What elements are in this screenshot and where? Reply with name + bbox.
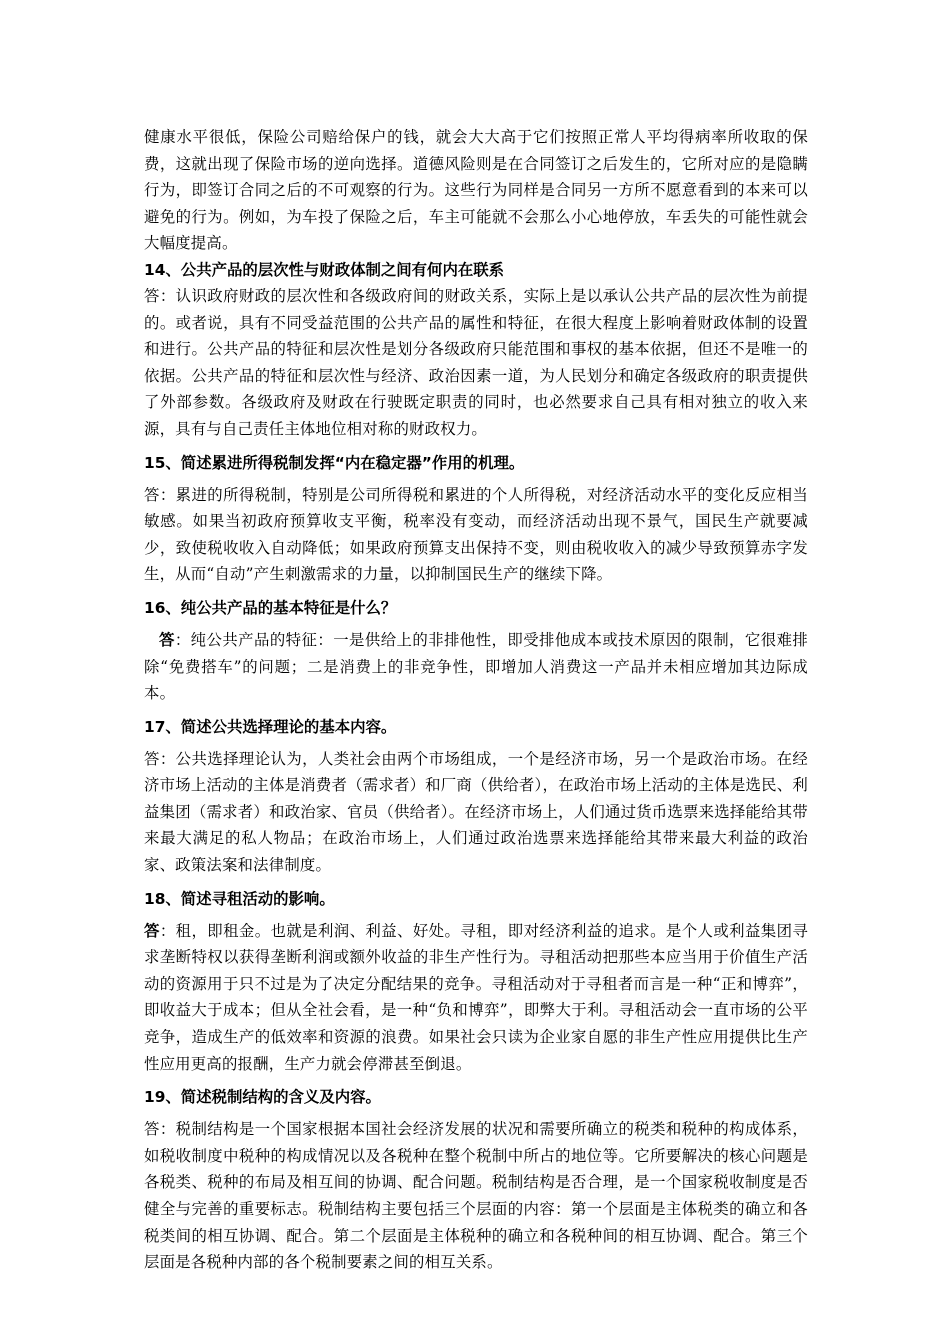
answer-17-prefix: 答 — [144, 749, 160, 768]
answer-15-prefix: 答 — [144, 485, 160, 504]
question-14: 14、公共产品的层次性与财政体制之间有何内在联系 — [144, 260, 505, 279]
answer-15-text: ：累进的所得税制，特别是公司所得税和累进的个人所得税，对经济活动水平的变化反应相当敏感。如果当初政府预算收支平衡，税率没有变动，而经济活动出现不景气，国民生产就要减少，致使税收收入自动降低；如果政府预算支出保持不变，则由税收收入的减少导致预算赤字发生，从而“自动”产生刺激需求的力量，以抑制国民生产的继续下降。 — [144, 485, 809, 584]
answer-14 — [144, 283, 808, 443]
question-16: 16、纯公共产品的基本特征是什么？ — [144, 598, 397, 617]
answer-14-text: ：认识政府财政的层次性和各级政府间的财政关系，实际上是以承认公共产品的层次性为前提的。或者说，具有不同受益范围的公共产品的属性和特征，在很大程度上影响着财政体制的设置和进行。公共产品的特征和层次性是划分各级政府只能范围和事权的基本依据，但还不是唯一的依据。公共产品的特征和层次性与经济、政治因素一道，为人民划分和确定各级政府的职责提供了外部参数。各级政府及财政在行驶既定职责的同时，也必然要求自己具有相对独立的收入来源，具有与自己责任主体地位相对称的财政权力。 — [144, 286, 809, 438]
answer-17 — [144, 746, 808, 879]
intro-paragraph: 健康水平很低，保险公司赔给保户的钱，就会大大高于它们按照正常人平均得病率所收取的保费，这就出现了保险市场的逆向选择。道德风险则是在合同签订之后发生的，它所对应的是隐瞒行为，即签订合同之后的不可观察的行为。这些行为同样是合同另一方所不愿意看到的本来可以避免的行为。例如，为车投了保险之后，车主可能就不会那么小心地停放，车丢失的可能性就会大幅度提高。 — [144, 128, 808, 253]
answer-18 — [144, 918, 808, 1078]
answer-19-prefix: 答 — [144, 1120, 160, 1139]
answer-14-prefix: 答 — [144, 286, 160, 305]
answer-15 — [144, 482, 808, 588]
answer-19 — [144, 1116, 808, 1276]
answer-16-text: ：纯公共产品的特征：一是供给上的非排他性，即受排他成本或技术原因的限制，它很难排除“免费搭车”的问题；二是消费上的非竞争性，即增加人消费这一产品并未相应增加其边际成本。 — [144, 630, 808, 703]
question-19: 19、简述税制结构的含义及内容。 — [144, 1088, 381, 1107]
answer-18-text: ：租，即租金。也就是利润、利益、好处。寻租，即对经济利益的追求。是个人或利益集团寻求垄断特权以获得垄断利润或额外收益的非生产性行为。寻租活动把那些本应当用于价值生产活动的资源用于只不过是为了决定分配结果的竞争。寻租活动对于寻租者而言是一种“正和博弈”，即收益大于成本；但从全社会看，是一种“负和博弈”，即弊大于利。寻租活动会一直市场的公平竞争，造成生产的低效率和资源的浪费。如果社会只读为企业家自愿的非生产性应用提供比生产性应用更高的报酬，生产力就会停滞甚至倒退。 — [144, 921, 809, 1073]
answer-18-prefix: 答 — [144, 921, 160, 940]
answer-16 — [144, 627, 808, 707]
answer-17-text: ：公共选择理论认为，人类社会由两个市场组成，一个是经济市场，另一个是政治市场。在经济市场上活动的主体是消费者（需求者）和厂商（供给者），在政治市场上活动的主体是选民、利益集团（需求者）和政治家、官员（供给者）。在经济市场上，人们通过货币选票来选择能给其带来最大满足的私人物品；在政治市场上，人们通过政治选票来选择能给其带来最大利益的政治家、政策法案和法律制度。 — [144, 749, 809, 875]
answer-16-prefix: 答 — [159, 630, 175, 649]
question-15: 15、简述累进所得税制发挥“内在稳定器”作用的机理。 — [144, 453, 525, 472]
question-17: 17、简述公共选择理论的基本内容。 — [144, 717, 397, 736]
answer-19-text: ：税制结构是一个国家根据本国社会经济发展的状况和需要所确立的税类和税种的构成体系，如税收制度中税种的构成情况以及各税种在整个税制中所占的地位等。它所要解决的核心问题是各税类、税种的布局及相互间的协调、配合问题。税制结构是否合理，是一个国家税收制度是否健全与完善的重要标志。税制结构主要包括三个层面的内容：第一个层面是主体税类的确立和各税类间的相互协调、配合。第二个层面是主体税种的确立和各税种间的相互协调、配合。第三个层面是各税种内部的各个税制要素之间的相互关系。 — [144, 1120, 809, 1272]
question-18: 18、简述寻租活动的影响。 — [144, 889, 335, 908]
